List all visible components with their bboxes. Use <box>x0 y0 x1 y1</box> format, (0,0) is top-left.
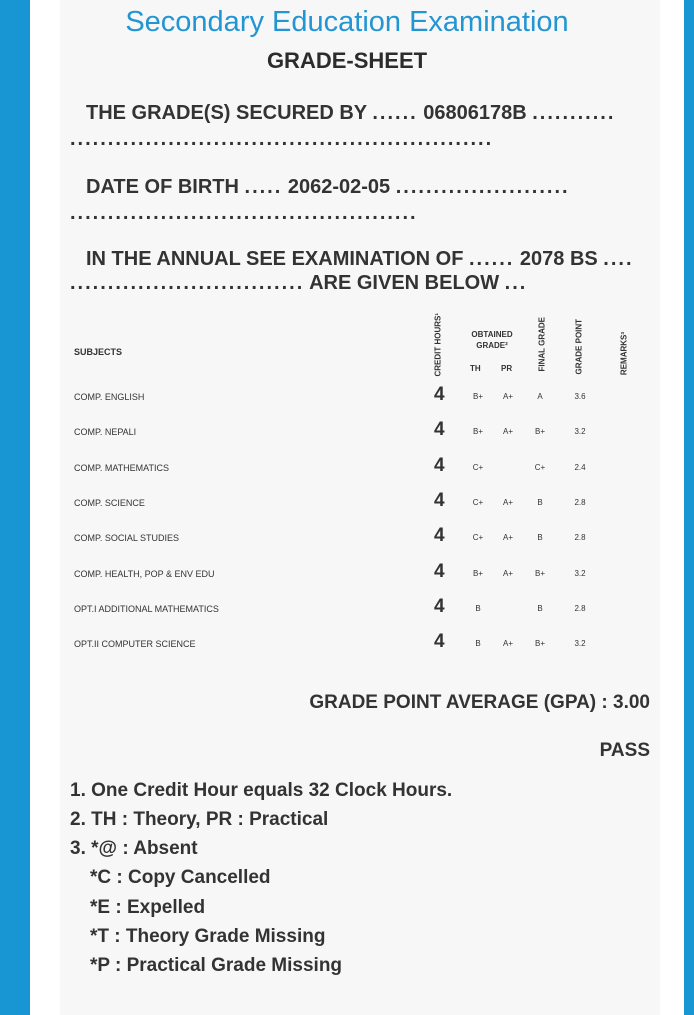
note-item: 1. One Credit Hour equals 32 Clock Hours. <box>70 780 453 801</box>
subject-cell: OPT.I ADDITIONAL MATHEMATICS <box>74 604 219 614</box>
final-grade-cell: B+ <box>534 569 545 578</box>
exam-label: IN THE ANNUAL SEE EXAMINATION OF <box>86 248 464 270</box>
secured-by-label: THE GRADE(S) SECURED BY <box>86 102 367 124</box>
table-row <box>0 596 694 620</box>
page-title: Secondary Education Examination <box>125 6 569 38</box>
credit-cell: 4 <box>434 631 445 652</box>
final-grade-cell: B <box>537 498 543 507</box>
header-remarks: REMARKS³ <box>619 331 629 376</box>
th-grade-cell: C+ <box>472 533 484 542</box>
pr-grade-cell: A+ <box>502 498 513 507</box>
subject-cell: COMP. MATHEMATICS <box>74 463 170 473</box>
table-row <box>0 419 694 443</box>
table-row <box>0 561 694 585</box>
grade-point-cell: 2.4 <box>574 463 586 472</box>
credit-cell: 4 <box>434 561 445 582</box>
grade-point-cell: 2.8 <box>574 498 586 507</box>
header-obtained-grade: OBTAINED GRADE² <box>471 330 513 350</box>
pr-grade-cell: A+ <box>502 427 513 436</box>
th-grade-cell: B <box>475 639 481 648</box>
secured-by-line: THE GRADE(S) SECURED BY ...... 06806178B ........... <box>86 102 616 124</box>
credit-cell: 4 <box>434 455 445 476</box>
credit-cell: 4 <box>434 384 445 405</box>
credit-cell: 4 <box>434 419 445 440</box>
result-status: PASS <box>599 740 650 761</box>
header-th: TH <box>470 364 481 373</box>
page-subtitle: GRADE-SHEET <box>266 48 428 73</box>
note-item: *T : Theory Grade Missing <box>90 926 326 947</box>
symbol-number: 06806178B <box>423 102 527 124</box>
table-row <box>0 455 694 479</box>
note-item: 2. TH : Theory, PR : Practical <box>70 809 329 830</box>
subject-cell: COMP. SCIENCE <box>74 498 145 508</box>
exam-year: 2078 BS <box>519 248 598 270</box>
grade-point-cell: 3.2 <box>574 569 586 578</box>
dotted-line: ........................................................ <box>70 128 494 150</box>
grade-point-cell: 2.8 <box>574 533 586 542</box>
th-grade-cell: C+ <box>472 498 484 507</box>
pr-grade-cell: A+ <box>502 639 513 648</box>
credit-cell: 4 <box>434 525 445 546</box>
table-row <box>0 631 694 655</box>
dob-value: 2062-02-05 <box>287 176 391 198</box>
dob-label: DATE OF BIRTH <box>86 176 239 198</box>
table-row <box>0 525 694 549</box>
table-row <box>0 490 694 514</box>
note-item: *C : Copy Cancelled <box>90 867 271 888</box>
grade-point-cell: 2.8 <box>574 604 586 613</box>
final-grade-cell: B+ <box>534 427 545 436</box>
th-grade-cell: B+ <box>472 569 483 578</box>
gpa-summary: GRADE POINT AVERAGE (GPA) : 3.00 <box>309 692 650 713</box>
header-grade-point: GRADE POINT <box>574 318 584 375</box>
pr-grade-cell: A+ <box>502 569 513 578</box>
pr-grade-cell: A+ <box>502 533 513 542</box>
header-subjects: SUBJECTS <box>74 347 123 357</box>
credit-cell: 4 <box>434 490 445 511</box>
final-grade-cell: B+ <box>534 639 545 648</box>
header-pr: PR <box>501 364 513 373</box>
given-below-line: ............................... ARE GIVEN BELOW ... <box>70 272 528 294</box>
final-grade-cell: B <box>537 533 543 542</box>
given-below-text: ARE GIVEN BELOW <box>309 272 500 294</box>
subject-cell: COMP. SOCIAL STUDIES <box>74 533 180 543</box>
final-grade-cell: C+ <box>534 463 546 472</box>
th-grade-cell: B <box>475 604 481 613</box>
dotted-line: .............................................. <box>70 202 418 224</box>
final-grade-cell: A <box>537 392 543 401</box>
table-row <box>0 384 694 408</box>
header-final-grade: FINAL GRADE <box>537 316 547 372</box>
final-grade-cell: B <box>537 604 543 613</box>
grade-point-cell: 3.2 <box>574 639 586 648</box>
subject-cell: COMP. HEALTH, POP & ENV EDU <box>74 569 215 579</box>
note-item: 3. *@ : Absent <box>70 838 198 859</box>
grade-point-cell: 3.2 <box>574 427 586 436</box>
note-item: *E : Expelled <box>90 897 206 918</box>
exam-line: IN THE ANNUAL SEE EXAMINATION OF ...... 2078 BS .... <box>86 248 634 270</box>
dob-line: DATE OF BIRTH ..... 2062-02-05 ....................... <box>86 176 570 198</box>
th-grade-cell: B+ <box>472 392 483 401</box>
header-credit-hours: CREDIT HOURS¹ <box>433 312 443 377</box>
subject-cell: COMP. ENGLISH <box>74 392 145 402</box>
note-item: *P : Practical Grade Missing <box>90 955 343 976</box>
credit-cell: 4 <box>434 596 445 617</box>
th-grade-cell: B+ <box>472 427 483 436</box>
subject-cell: COMP. NEPALI <box>74 427 137 437</box>
th-grade-cell: C+ <box>472 463 484 472</box>
grade-point-cell: 3.6 <box>574 392 586 401</box>
subject-cell: OPT.II COMPUTER SCIENCE <box>74 639 196 649</box>
pr-grade-cell: A+ <box>502 392 513 401</box>
